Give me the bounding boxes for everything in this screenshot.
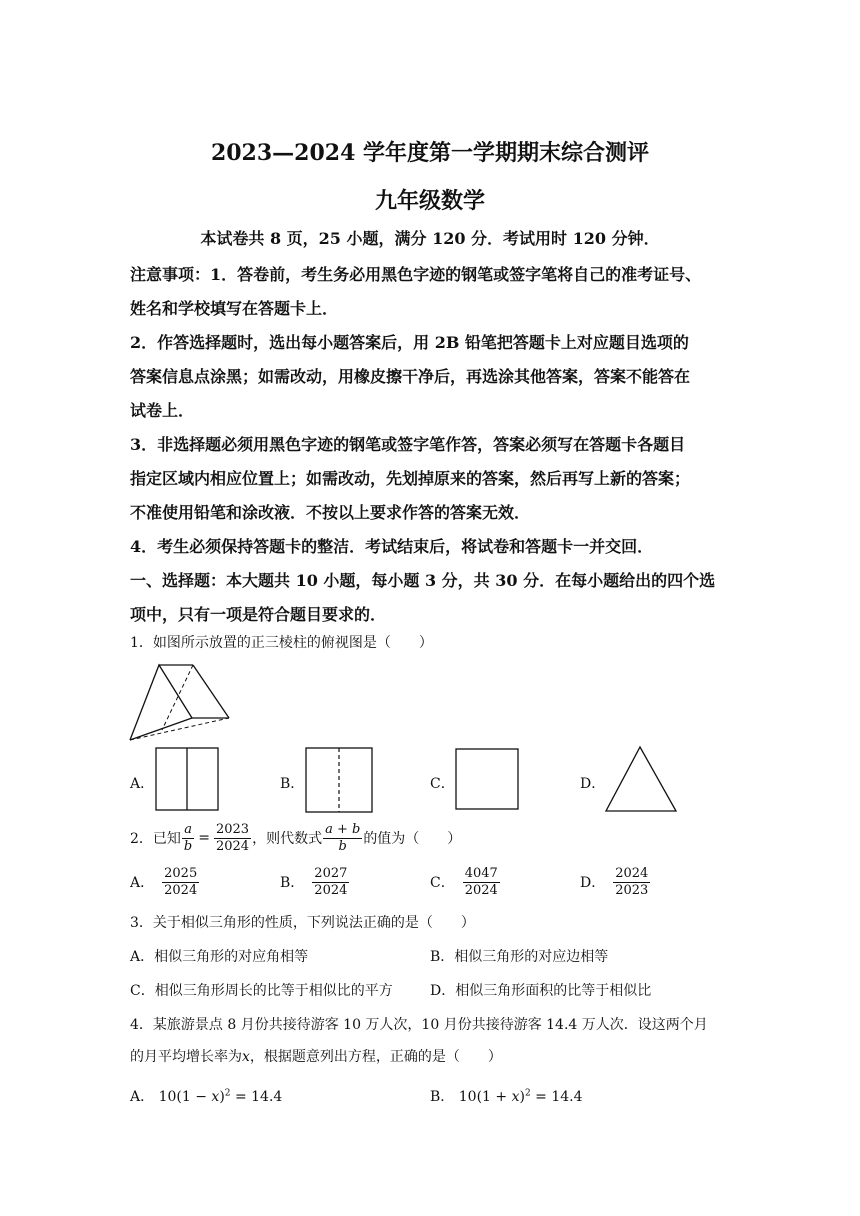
exam-summary: 本试卷共 8 页，25 小题，满分 120 分．考试用时 120 分钟． bbox=[200, 229, 660, 248]
q2-mid: ，则代数式 bbox=[252, 831, 323, 847]
note-line-4: 答案信息点涂黑；如需改动，用橡皮擦干净后，再选涂其他答案，答案不能答在 bbox=[130, 367, 691, 386]
q3-option-d: D．相似三角形面积的比等于相似比 bbox=[430, 983, 652, 999]
section-heading-line-2: 项中，只有一项是符合题目要求的． bbox=[130, 605, 387, 624]
q1-option-a-label: A． bbox=[130, 776, 155, 792]
q2-expression-fraction: $\frac{a + b}{b}$ bbox=[325, 821, 361, 854]
q1-prism-figure bbox=[128, 660, 232, 744]
q2-option-d-fraction: $\frac{2024}{2023}$ bbox=[615, 865, 649, 898]
q2-option-c: C． $\frac{4047}{2024}$ bbox=[430, 865, 498, 898]
note-line-2: 姓名和学校填写在答题卡上． bbox=[130, 299, 339, 318]
q2-equals: = bbox=[198, 830, 210, 846]
q4-option-b: B． $10(1 + x)^2 = 14.4$ bbox=[430, 1088, 583, 1105]
note-line-3: 2．作答选择题时，选出每小题答案后，用 2B 铅笔把答题卡上对应题目选项的 bbox=[130, 333, 689, 352]
q4-line-2: 的月平均增长率为x，根据题意列出方程，正确的是（ ） bbox=[130, 1049, 502, 1065]
note-line-5: 试卷上． bbox=[130, 401, 195, 420]
q1-option-c-figure bbox=[455, 748, 519, 810]
note-line-7: 指定区域内相应位置上；如需改动，先划掉原来的答案，然后再写上新的答案； bbox=[130, 469, 691, 488]
q1-option-a-figure bbox=[155, 747, 219, 811]
q1-stem: 1．如图所示放置的正三棱柱的俯视图是（ ） bbox=[130, 635, 433, 651]
q2-fraction-a-over-b: $\frac{a}{b}$ bbox=[183, 821, 193, 854]
section-heading-line-1: 一、选择题：本大题共 10 小题，每小题 3 分，共 30 分．在每小题给出的四个选 bbox=[130, 571, 716, 590]
q2-stem bbox=[130, 818, 461, 858]
note-line-6: 3．非选择题必须用黑色字迹的钢笔或签字笔作答，答案必须写在答题卡各题目 bbox=[130, 435, 686, 454]
exam-title: 2023—2024 学年度第一学期期末综合测评 bbox=[210, 140, 650, 166]
q4-option-a: A． $10(1 - x)^2 = 14.4$ bbox=[130, 1088, 283, 1105]
exam-subtitle: 九年级数学 bbox=[374, 188, 485, 214]
q3-option-c: C．相似三角形周长的比等于相似比的平方 bbox=[130, 983, 393, 999]
q3-option-b: B．相似三角形的对应边相等 bbox=[430, 949, 609, 965]
q1-option-b-figure bbox=[305, 747, 373, 813]
q2-prefix: 2．已知 bbox=[130, 831, 181, 847]
note-line-8: 不准使用铅笔和涂改液．不按以上要求作答的答案无效． bbox=[130, 503, 531, 522]
q2-fraction-value: $\frac{2023}{2024}$ bbox=[215, 821, 250, 854]
q4-line-1: 4．某旅游景点 8 月份共接待游客 10 万人次，10 月份共接待游客 14.4 万人次．设这两个月 bbox=[130, 1017, 708, 1033]
q2-option-d: D． $\frac{2024}{2023}$ bbox=[580, 865, 649, 898]
q4-variable: x bbox=[242, 1049, 250, 1065]
note-line-1: 注意事项：1．答卷前，考生务必用黑色字迹的钢笔或签字笔将自己的准考证号、 bbox=[130, 265, 702, 284]
q2-option-a-fraction: $\frac{2025}{2024}$ bbox=[164, 865, 198, 898]
q1-option-d-figure bbox=[604, 745, 678, 813]
q1-option-c-label: C． bbox=[430, 776, 455, 792]
q2-suffix: 的值为（ ） bbox=[363, 831, 462, 847]
q1-option-d-label: D． bbox=[580, 776, 606, 792]
q2-option-b: B． $\frac{2027}{2024}$ bbox=[280, 865, 348, 898]
q3-option-a: A．相似三角形的对应角相等 bbox=[130, 949, 309, 965]
q2-option-b-fraction: $\frac{2027}{2024}$ bbox=[314, 865, 348, 898]
q1-option-b-label: B． bbox=[280, 776, 305, 792]
q2-option-a: A． $\frac{2025}{2024}$ bbox=[130, 865, 198, 898]
q3-stem: 3．关于相似三角形的性质，下列说法正确的是（ ） bbox=[130, 915, 475, 931]
q2-option-c-fraction: $\frac{4047}{2024}$ bbox=[464, 865, 498, 898]
note-line-9: 4．考生必须保持答题卡的整洁．考试结束后，将试卷和答题卡一并交回． bbox=[130, 537, 654, 556]
